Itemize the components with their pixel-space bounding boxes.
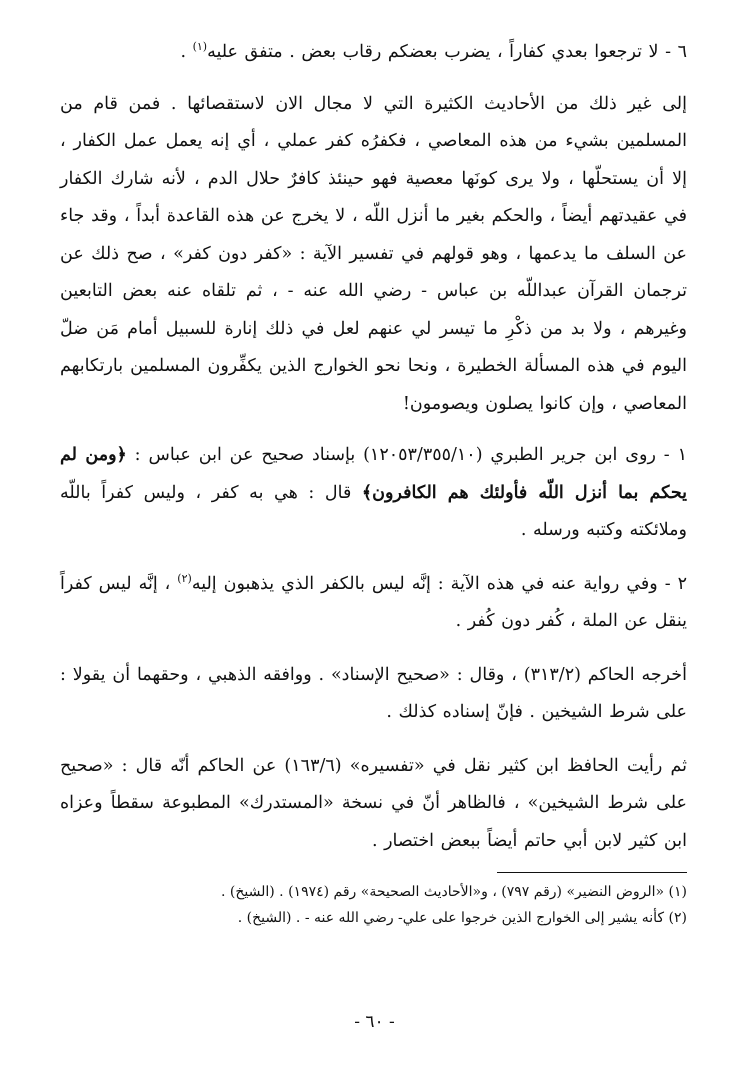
footnote-2: (٢) كأنه يشير إلى الخوارج الذين خرجوا على علي- رضي الله عنه - . (الشيخ) .	[237, 910, 687, 926]
narration-2-intro: ٢ - وفي رواية عنه في هذه الآية : إنَّه ليس بالكفر الذي يذهبون إليه	[191, 573, 687, 594]
hakim-paragraph: أخرجه الحاكم (٣١٣/٢) ، وقال : «صحيح الإسناد» . ووافقه الذهبي ، وحقهما أن يقولا : على شرط الشيخين . فإنّ إسناده كذلك .	[60, 664, 687, 722]
narration-2	[60, 566, 687, 641]
quran-verse: ﴿ومن لم يحكم بما أنزل اللّه فأولئك هم الكافرون﴾	[60, 445, 688, 503]
footnote-ref-1: (١)	[192, 40, 208, 54]
narration-2-rest: ، إنَّه ليس كفراً ينقل عن الملة ، كُفر دون كُفر .	[60, 573, 687, 631]
ibn-kathir-paragraph: ثم رأيت الحافظ ابن كثير نقل في «تفسيره» (١٦٣/٦) عن الحاكم أنّه قال : «صحيح على شرط الشيخين» ، فالظاهر أنّ في نسخة «المستدرك» المطبوعة سقطاً وعزاه ابن كثير لابن أبي حاتم أيضاً ببعض اختصار .	[60, 755, 687, 851]
narration-1	[60, 437, 687, 550]
main-paragraph: إلى غير ذلك من الأحاديث الكثيرة التي لا مجال الان لاستقصائها . فمن قام من المسلمين بشيء من هذه المعاصي ، فكفرُه كفر عملي ، أي إنه يعمل عمل الكفار ، إلا أن يستحلّها ، ولا يرى كونَها معصية فهو حينئذ كافرٌ حلال الدم ، لأنه شارك الكفار في عقيدتهم أيضاً ، والحكم بغير ما أنزل اللّه ، لا يخرج عن هذه القاعدة أبداً ، وقد جاء عن السلف ما يدعمها ، وهو قولهم في تفسير الآية : «كفر دون كفر» ، صح ذلك عن ترجمان القرآن عبداللّه بن عباس - رضي الله عنه - ، ثم تلقاه عنه بعض التابعين وغيرهم ، ولا بد من ذكْرِ ما تيسر لي عنهم لعل في ذلك إنارة للسبيل أمام مَن ضلّ اليوم في هذه المسألة الخطيرة ، ونحا نحو الخوارج الذين يكفِّرون المسلمين بارتكابهم المعاصي ، وإن كانوا يصلون ويصومون!	[60, 93, 687, 414]
footnote-1: (١) «الروض النضير» (رقم ٧٩٧) ، و«الأحاديث الصحيحة» رقم (١٩٧٤) . (الشيخ) .	[221, 884, 687, 900]
narration-1-rest: قال : هي به كفر ، وليس كفراً باللّه وملائكته وكتبه ورسله .	[60, 482, 687, 540]
page-number: - ٦٠ -	[354, 1012, 395, 1032]
footnote-divider	[497, 872, 687, 873]
footnote-ref-2: (٢)	[177, 571, 192, 585]
hadith-6-line: ٦ - لا ترجعوا بعدي كفاراً ، يضرب بعضكم رقاب بعض . متفق عليه$^{(١)}$ .	[180, 40, 687, 62]
hadith-6-text: ٦ - لا ترجعوا بعدي كفاراً ، يضرب بعضكم رقاب بعض . متفق عليه	[207, 42, 687, 62]
narration-1-intro: ١ - روى ابن جرير الطبري (١٢٠٥٣/٣٥٥/١٠) بإسناد صحيح عن ابن عباس :	[126, 445, 687, 465]
